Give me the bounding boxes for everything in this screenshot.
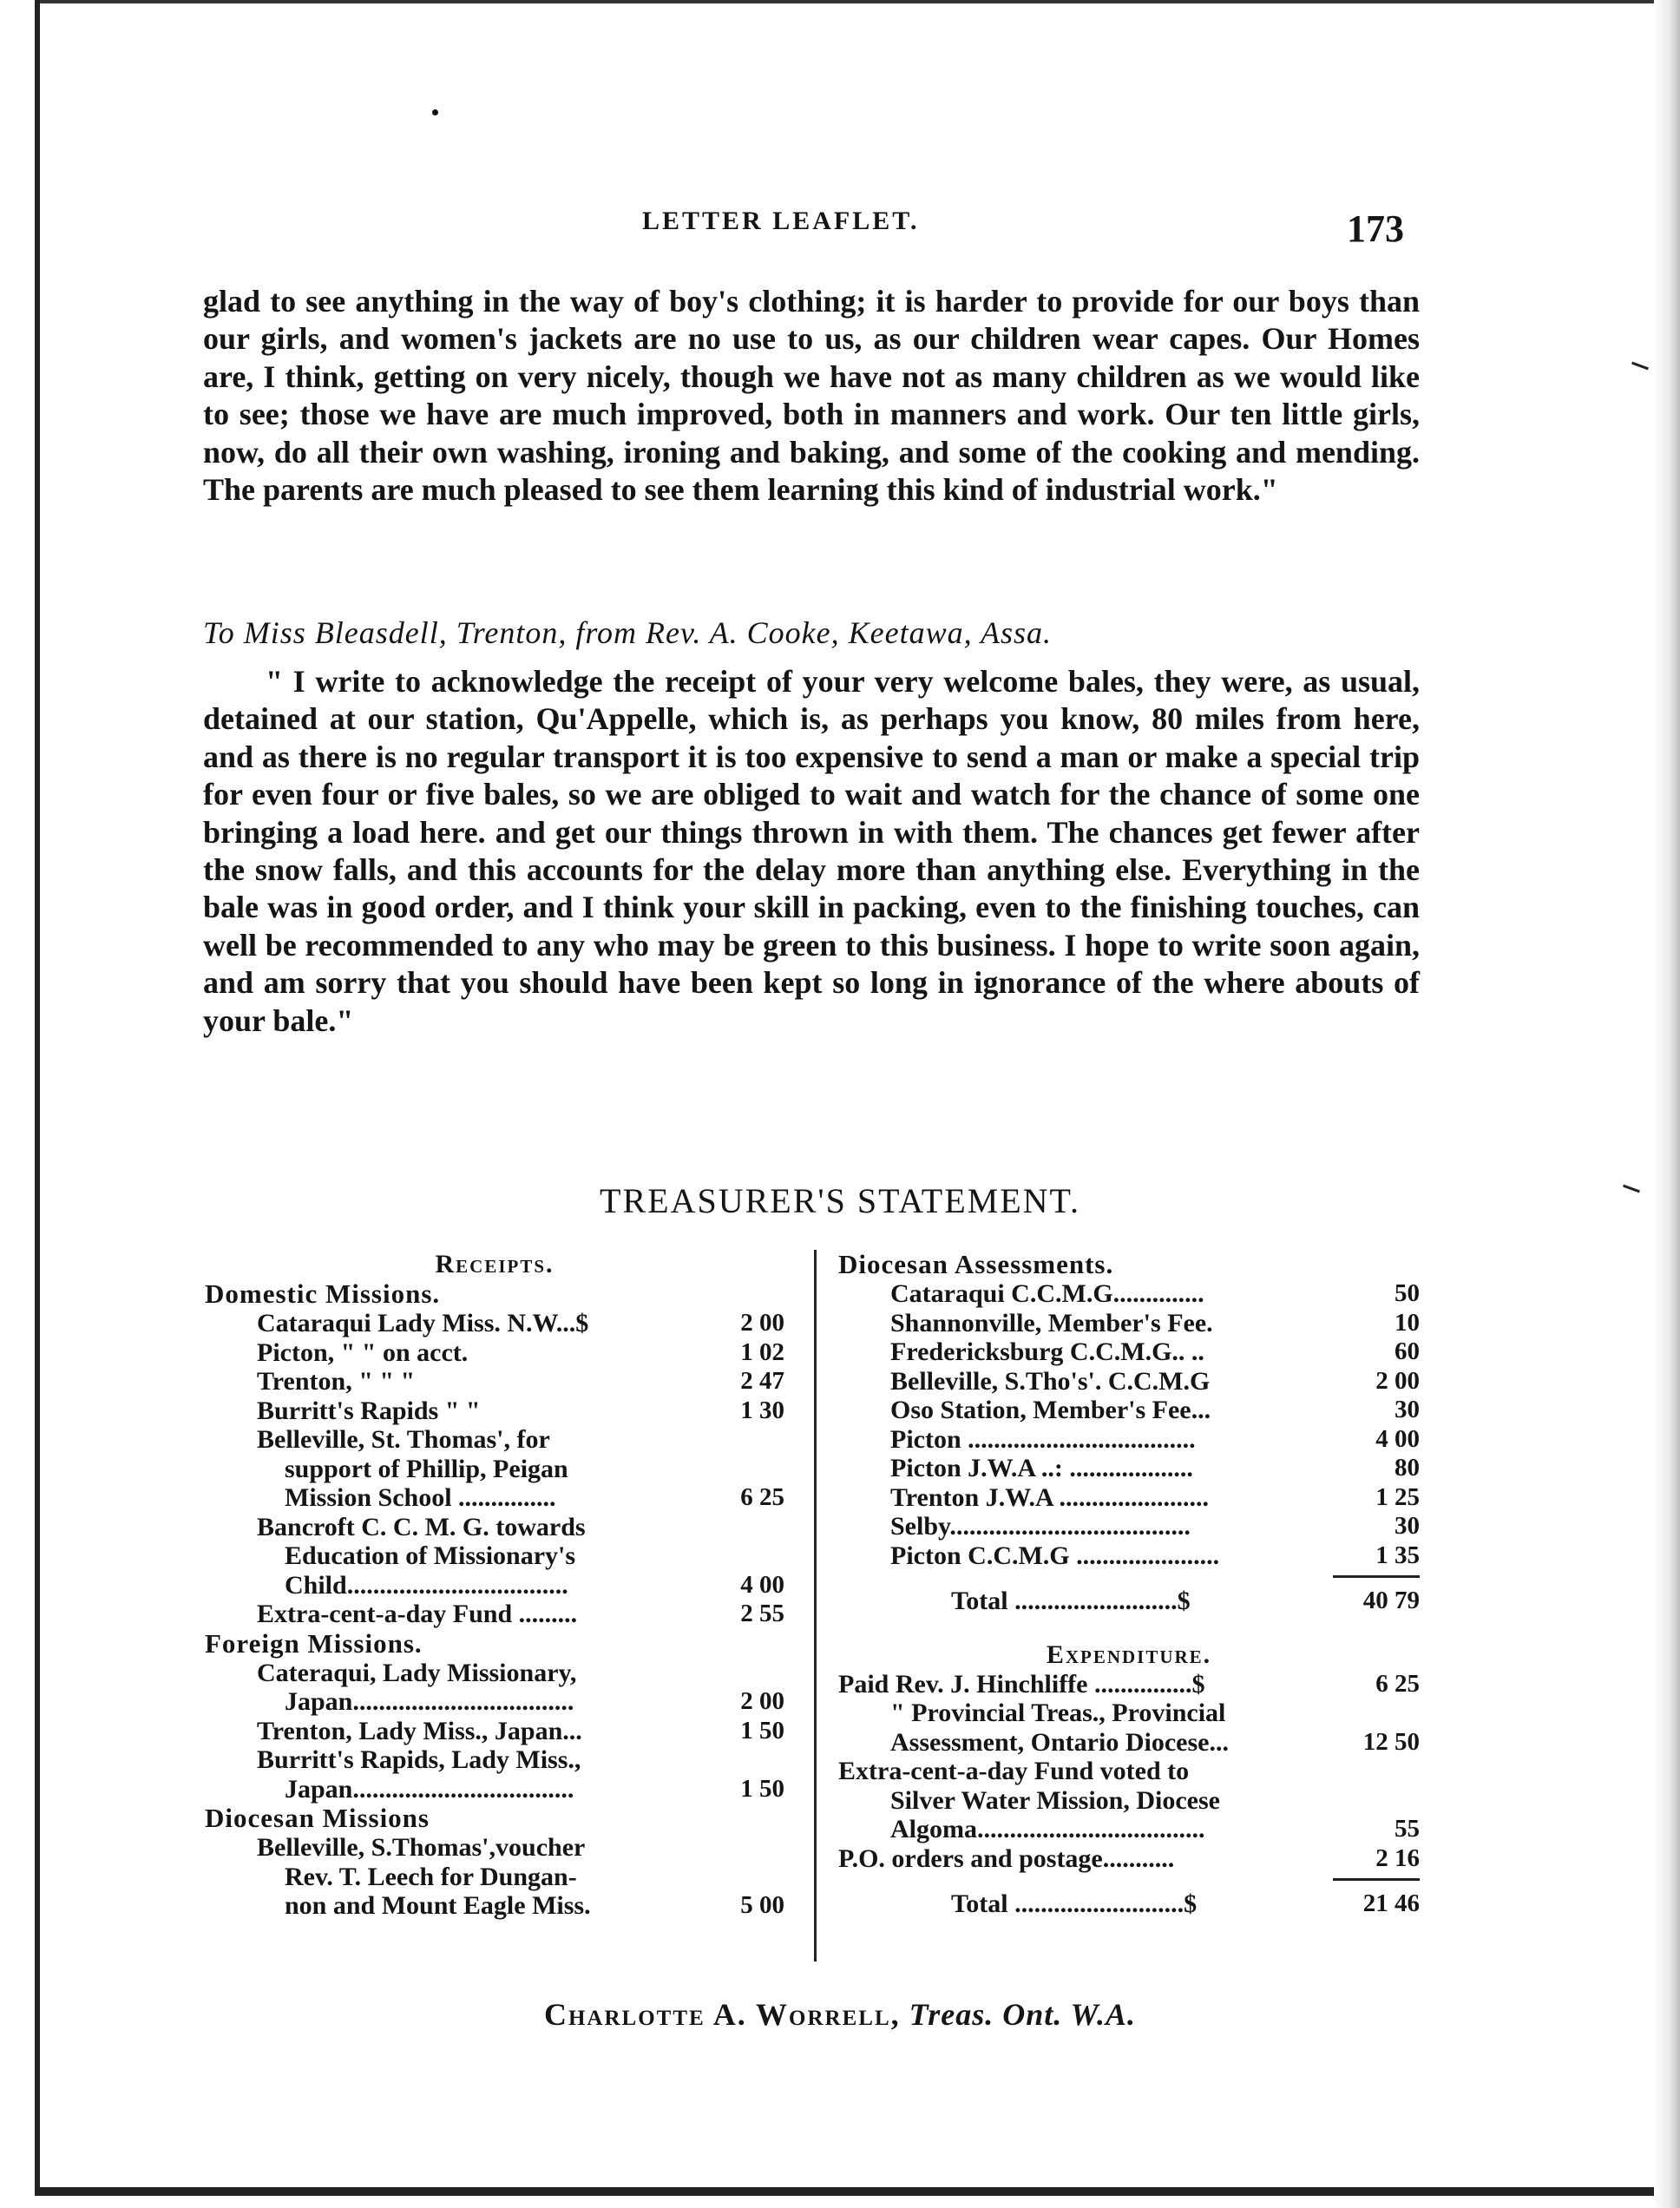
ledger-row-amount: 2 00 (740, 1309, 784, 1337)
ledger-row-amount: 1 50 (740, 1774, 784, 1803)
total-amount: 21 46 (1362, 1889, 1420, 1917)
ledger-row-description: Trenton, " " " (257, 1367, 416, 1396)
ledger-row (838, 1699, 1420, 1728)
ledger-row-description: Japan.................................. (285, 1774, 574, 1804)
ledger-row-description: Picton, " " on acct. (257, 1337, 469, 1367)
ledger-row-description: Child.................................. (285, 1570, 568, 1600)
receipts-column (205, 1250, 784, 1921)
ledger-row (838, 1757, 1420, 1786)
expenditure-total-row (838, 1889, 1420, 1919)
ledger-row-description: Education of Missionary's (285, 1541, 576, 1570)
signature (0, 1996, 1680, 2033)
ledger-row (838, 1541, 1420, 1571)
page-number: 173 (1347, 207, 1404, 250)
ledger-row (838, 1728, 1420, 1758)
ledger-row (838, 1425, 1420, 1455)
ledger-row (205, 1891, 784, 1921)
ledger-row-amount: 1 25 (1375, 1482, 1420, 1511)
ledger-row (205, 1483, 784, 1513)
ledger-row-amount: 2 16 (1375, 1843, 1420, 1872)
ledger-row (838, 1309, 1420, 1338)
ledger-row (838, 1670, 1420, 1699)
ledger-row-amount: 1 35 (1375, 1541, 1420, 1569)
ledger-row-description: Trenton J.W.A ....................... (890, 1482, 1209, 1512)
ledger-row-description: support of Phillip, Peigan (285, 1454, 568, 1483)
ledger-row-description: Burritt's Rapids, Lady Miss., (257, 1745, 581, 1774)
ledger-row (838, 1279, 1420, 1309)
ledger-row-amount: 80 (1395, 1454, 1420, 1482)
ledger-row-description: Algoma................................... (890, 1815, 1205, 1843)
ledger-row (205, 1687, 784, 1717)
ledger-row-amount: 60 (1395, 1337, 1420, 1365)
ledger-row (205, 1338, 784, 1368)
ledger-row (205, 1863, 784, 1892)
letter-paragraph-1: glad to see anything in the way of boy's clothing; it is harder to provide for our boys than our girls, and women's jackets are no use to us, as our children wear capes. Our Homes are, I think, getting on very nicely, though we have not as many children as we would like to see; those we have are much improved, both in manners and work. Our ten little girls, now, do all their own washing, ironing and baking, and some of the cooking and mending. The parents are much pleased to see them learning this kind of industrial work." (203, 284, 1420, 508)
signature-title: Treas. Ont. W.A. (909, 1997, 1136, 2032)
ledger-row-description: Fredericksburg C.C.M.G.. .. (890, 1337, 1204, 1366)
ledger-row-amount: 12 50 (1362, 1727, 1420, 1756)
receipts-heading: Receipts. (435, 1250, 555, 1278)
ledger-row-description: Shannonville, Member's Fee. (890, 1308, 1213, 1337)
ledger-row-amount: 6 25 (740, 1483, 784, 1511)
ledger-row (205, 1833, 784, 1863)
ledger-row-amount: 1 30 (740, 1396, 784, 1424)
ledger-row-amount: 10 (1395, 1308, 1420, 1337)
ledger-row (205, 1659, 784, 1688)
ledger-row-description: Extra-cent-a-day Fund ......... (257, 1600, 578, 1628)
ledger-row-description: Picton ................................... (890, 1424, 1196, 1454)
ledger-row (205, 1571, 784, 1600)
ledger-row-description: Cataraqui C.C.M.G.............. (890, 1279, 1204, 1308)
ledger-row-amount: 1 50 (740, 1716, 784, 1745)
ledger-row-description: Extra-cent-a-day Fund voted to (838, 1757, 1190, 1785)
ledger-row (838, 1454, 1420, 1483)
ledger-row (205, 1745, 784, 1775)
ledger-row-amount: 50 (1395, 1279, 1420, 1307)
ledger-row-amount: 30 (1395, 1512, 1420, 1540)
ledger-row-description: Picton J.W.A ..: ................... (890, 1454, 1193, 1482)
ledger-row (205, 1309, 784, 1338)
ledger-row-amount: 2 00 (1375, 1366, 1420, 1395)
letter-heading-2: To Miss Bleasdell, Trenton, from Rev. A. Cooke, Keetawa, Assa. (203, 615, 1052, 650)
diocesan-heading: Diocesan Missions (205, 1803, 430, 1833)
ledger-row-amount: 2 47 (740, 1367, 784, 1395)
column-divider (814, 1250, 817, 1962)
expenditure-heading: Expenditure. (1046, 1640, 1212, 1669)
ledger-row (205, 1367, 784, 1396)
signature-name: Charlotte A. Worrell, (543, 1997, 901, 2032)
total-rule (1333, 1878, 1420, 1881)
expenditure-list (838, 1670, 1420, 1874)
domestic-heading: Domestic Missions. (205, 1278, 441, 1309)
foreign-heading: Foreign Missions. (205, 1627, 423, 1659)
ledger-row-description: Selby..................................... (890, 1512, 1191, 1541)
ledger-row (205, 1717, 784, 1746)
total-label: Total .........................$ (951, 1587, 1191, 1615)
scan-right-shadow (1654, 0, 1680, 2208)
ledger-row (838, 1396, 1420, 1425)
ledger-row-amount: 30 (1395, 1396, 1420, 1423)
ledger-row (838, 1483, 1420, 1513)
ledger-row (205, 1513, 784, 1542)
ledger-row-amount: 2 55 (740, 1600, 784, 1627)
ledger-row (205, 1600, 784, 1629)
total-label: Total ..........................$ (951, 1889, 1198, 1918)
ledger-row-description: Mission School ............... (285, 1483, 556, 1512)
ledger-row-description: Belleville, S.Thomas',voucher (257, 1833, 586, 1862)
ledger-row-amount: 6 25 (1375, 1669, 1420, 1698)
ledger-row (205, 1396, 784, 1426)
ledger-row-description: Picton C.C.M.G ...................... (890, 1541, 1220, 1570)
ledger-row-amount: 2 00 (740, 1687, 784, 1715)
ledger-row (838, 1337, 1420, 1367)
assessments-heading: Diocesan Assessments. (838, 1249, 1114, 1279)
diocesan-list (205, 1833, 784, 1921)
ledger-row-description: non and Mount Eagle Miss. (285, 1891, 591, 1920)
ledger-row (838, 1815, 1420, 1844)
scan-speck (432, 109, 438, 115)
ledger-row-amount: 1 02 (740, 1337, 784, 1366)
ledger-row-description: Rev. T. Leech for Dungan- (285, 1862, 577, 1891)
assessments-column (838, 1250, 1420, 1919)
ledger-row (838, 1367, 1420, 1396)
running-head: LETTER LEAFLET. (642, 207, 920, 235)
ledger-row (205, 1455, 784, 1484)
assessments-list (838, 1279, 1420, 1570)
ledger-row-description: Assessment, Ontario Diocese... (890, 1727, 1229, 1757)
ledger-row-description: P.O. orders and postage........... (838, 1843, 1175, 1873)
ledger-row (838, 1786, 1420, 1816)
spacer (838, 1616, 1420, 1640)
total-amount: 40 79 (1362, 1587, 1420, 1614)
ledger-row-description: Paid Rev. J. Hinchliffe ...............$ (838, 1669, 1205, 1699)
ledger-row (838, 1844, 1420, 1874)
ledger-row-description: Belleville, S.Tho's'. C.C.M.G (890, 1366, 1211, 1396)
ledger-row-amount: 5 00 (740, 1891, 784, 1919)
letter-paragraph-2: " I write to acknowledge the receipt of your very welcome bales, they were, as usual, detained at our station, Qu'Appelle, which is, as perhaps you know, 80 miles from here, and as there is no regular transport it is too expensive to send a man or make a special trip for even four or five bales, so we are obliged to wait and watch for the chance of some one bringing a load here. and get our things thrown in with them. The chances get fewer after the snow falls, and this accounts for the delay more than anything else. Everything in the bale was in good order, and I think your skill in packing, even to the finishing touches, can well be recommended to any who may be green to this business. I hope to write soon again, and am sorry that you should have been kept so long in ignorance of the where abouts of your bale." (203, 664, 1420, 1038)
ledger-row-description: Cataraqui Lady Miss. N.W...$ (257, 1309, 589, 1337)
ledger-row-description: Silver Water Mission, Diocese (890, 1785, 1220, 1815)
ledger-row-description: " Provincial Treas., Provincial (890, 1699, 1226, 1727)
statement-title: TREASURER'S STATEMENT. (600, 1181, 1080, 1220)
ledger-row-description: Belleville, St. Thomas', for (257, 1425, 550, 1454)
ledger-row-description: Burritt's Rapids " " (257, 1396, 481, 1425)
ledger-row-description: Trenton, Lady Miss., Japan... (257, 1716, 582, 1745)
ledger-row (205, 1775, 784, 1804)
ledger-row-description: Bancroft C. C. M. G. towards (257, 1512, 586, 1541)
ledger-row (205, 1541, 784, 1571)
ledger-row-amount: 4 00 (740, 1570, 784, 1599)
foreign-list (205, 1659, 784, 1804)
assessments-total-row (838, 1587, 1420, 1616)
ledger-row-description: Cateraqui, Lady Missionary, (257, 1658, 577, 1687)
ledger-row-description: Japan.................................. (285, 1687, 574, 1716)
ledger-row-amount: 4 00 (1375, 1424, 1420, 1453)
ledger-row-amount: 55 (1395, 1815, 1420, 1843)
total-rule (1333, 1575, 1420, 1578)
ledger-row-description: Oso Station, Member's Fee... (890, 1396, 1211, 1424)
ledger-row (205, 1425, 784, 1455)
ledger-row (838, 1512, 1420, 1541)
domestic-list (205, 1309, 784, 1629)
